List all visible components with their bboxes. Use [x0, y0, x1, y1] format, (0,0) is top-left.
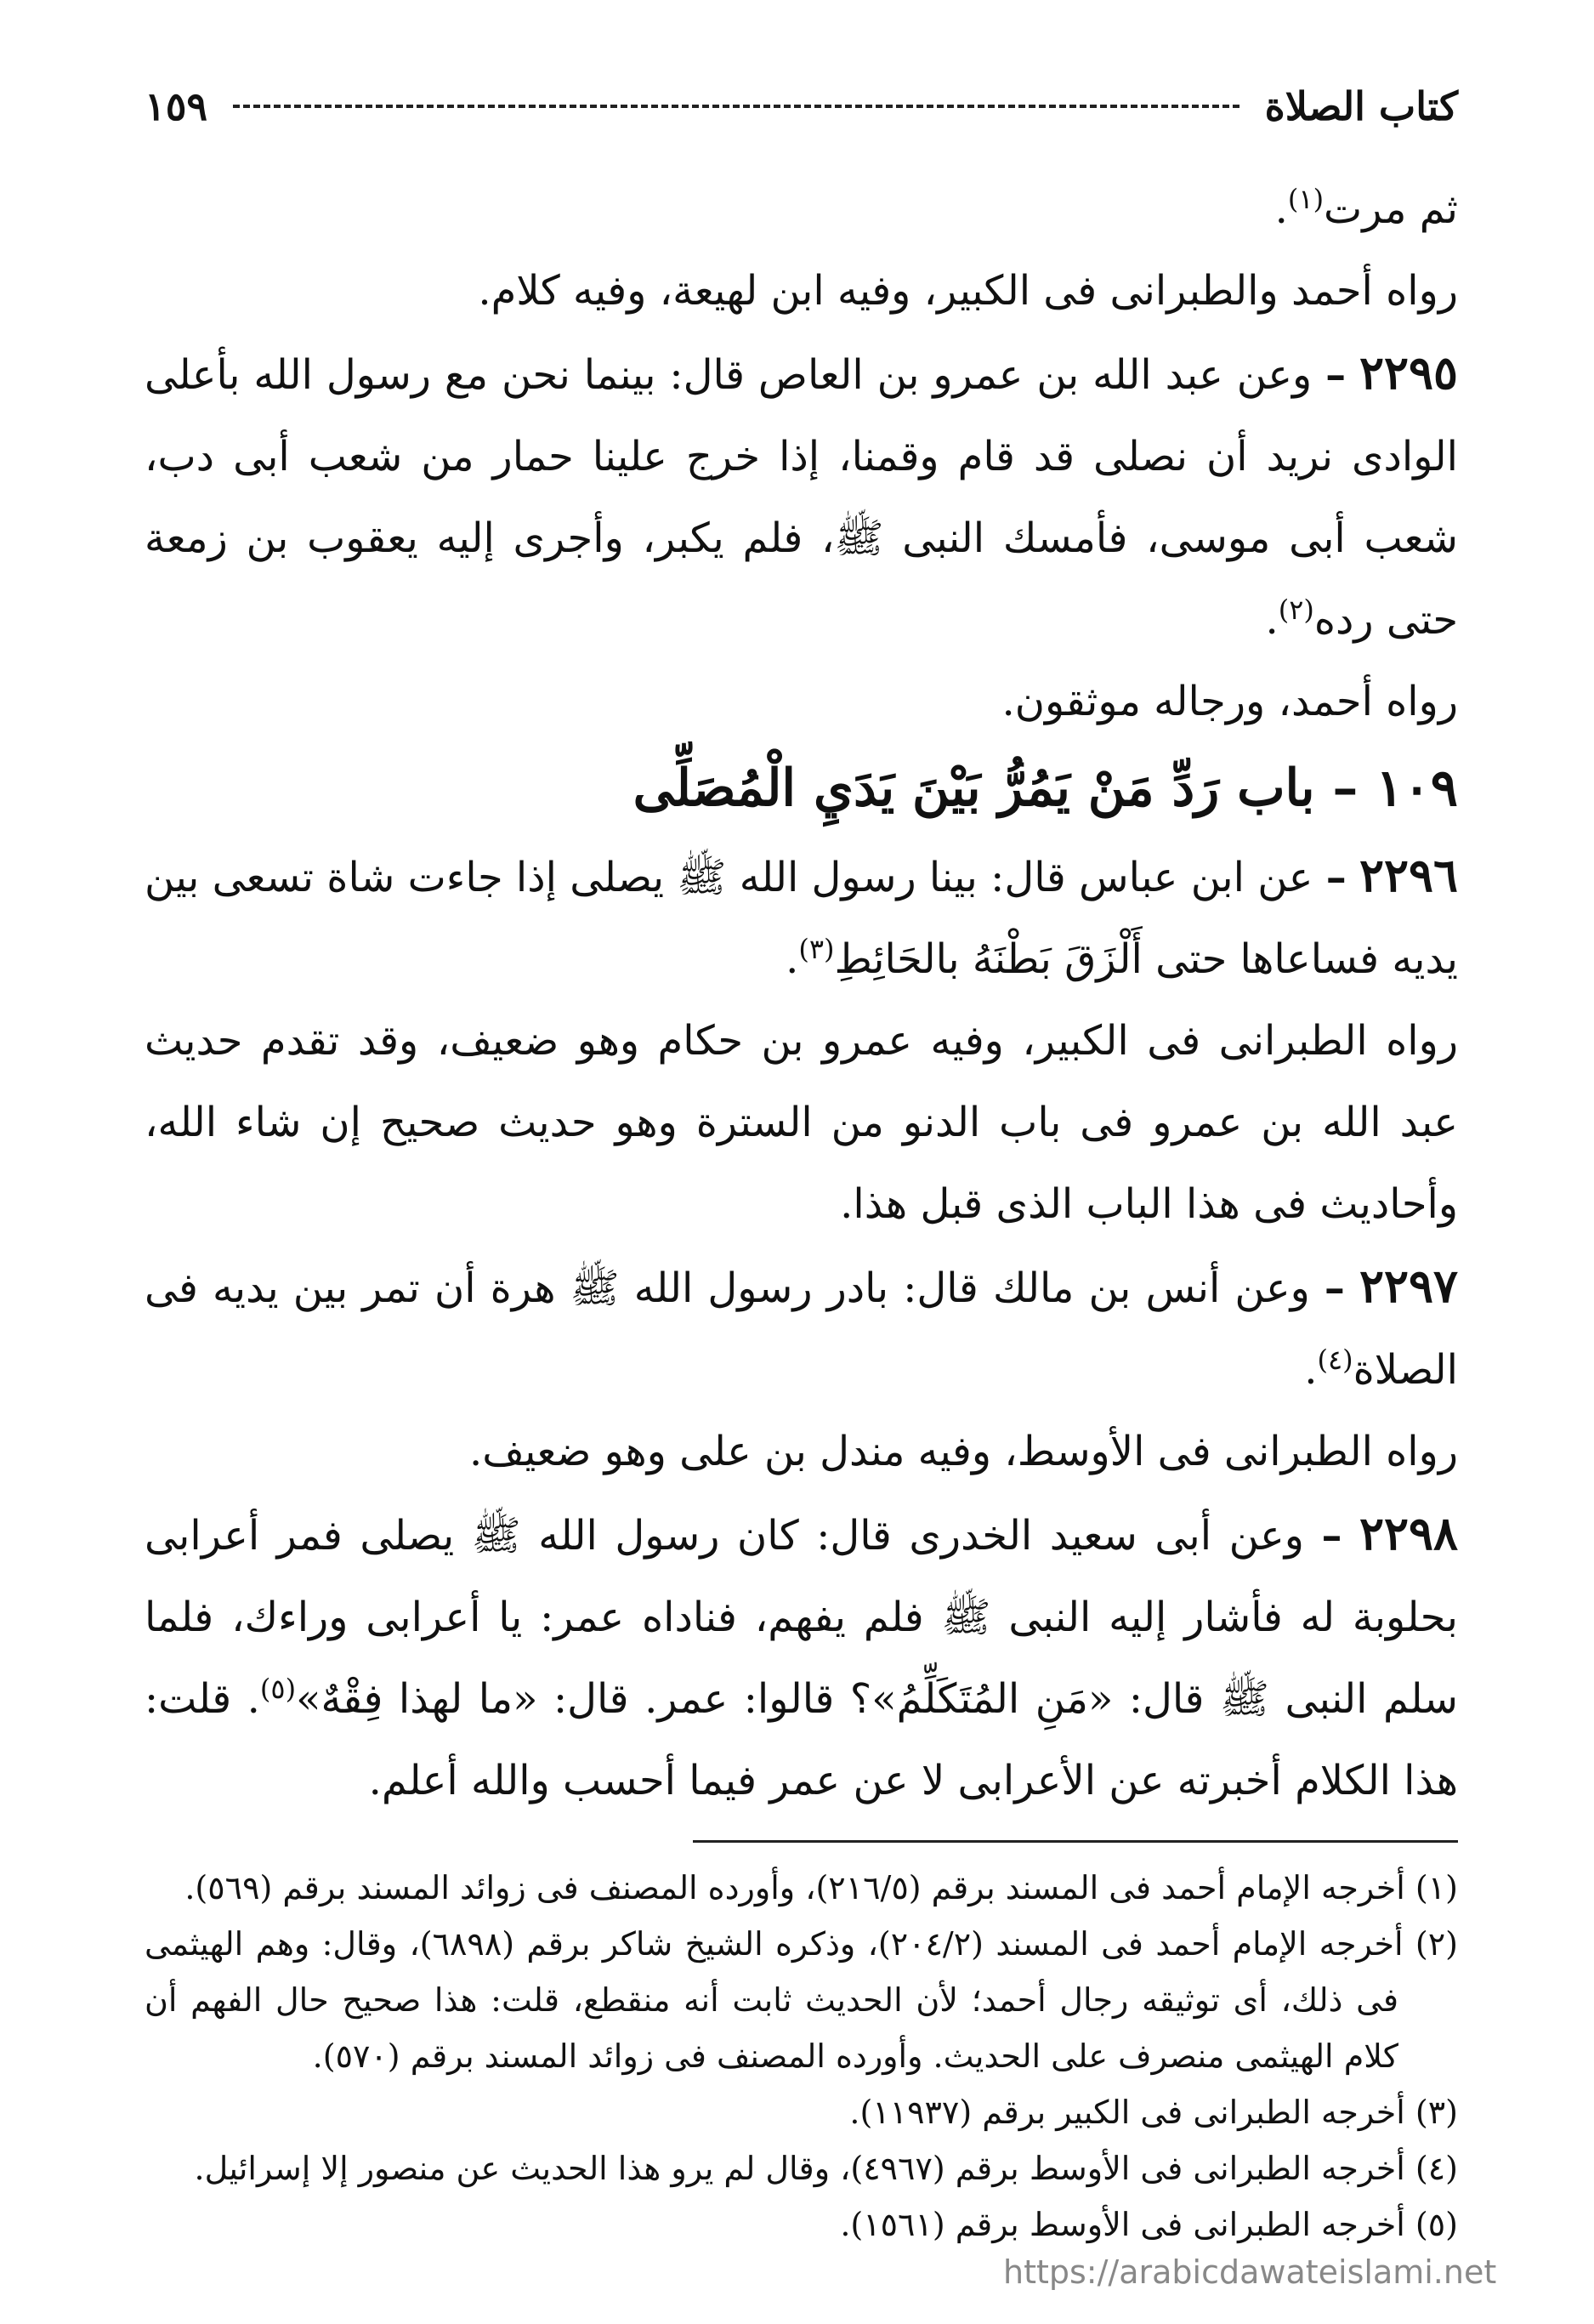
hadith-number: ٢٢٩٧	[1359, 1259, 1458, 1313]
page-number: ١٥٩	[145, 83, 208, 129]
book-title: كتاب الصلاة	[1264, 83, 1458, 129]
hadith-2295: ٢٢٩٥ – وعن عبد الله بن عمرو بن العاص قال: بينما نحن مع رسول الله بأعلى الوادى نريد أن نصلى قد قام وقمنا، إذا خرج علينا حمار من شعب أبى دب، شعب أبى موسى، فأمسك النبى ﷺ، فلم يكبر، وأجرى إليه يعقوب بن زمعة حتى رده$^{(٢)}$.	[145, 345, 1458, 644]
footnote-ref-3[interactable]: (٣)	[798, 933, 835, 965]
hadith-2298: ٢٢٩٨ – وعن أبى سعيد الخدرى قال: كان رسول الله ﷺ يصلى فمر أعرابى بحلوبة له فأشار إليه النبى ﷺ فلم يفهم، فناداه عمر: يا أعرابى وراءك، فلما سلم النبى ﷺ قال: «مَنِ المُتَكَلِّمُ»؟ قالوا: عمر. قال: «ما لهذا فِقْهٌ»$^{(٥)}$. قلت: هذا الكلام أخبرته عن الأعرابى لا عن عمر فيما أحسب والله أعلم.	[145, 1506, 1459, 1804]
footnote-3: (٣) أخرجه الطبرانى فى الكبير برقم (١١٩٣٧).	[849, 2094, 1458, 2131]
footnote-ref-5[interactable]: (٥)	[259, 1673, 297, 1705]
hadith-2297: ٢٢٩٧ – وعن أنس بن مالك قال: بادر رسول الله ﷺ هرة أن تمر بين يديه فى الصلاة$^{(٤)}$.	[145, 1259, 1458, 1394]
book-page	[145, 68, 1458, 2324]
header-dashed-rule	[233, 105, 1239, 108]
paragraph-2: رواه أحمد والطبرانى فى الكبير، وفيه ابن لهيعة، وفيه كلام.	[478, 267, 1458, 315]
footnote-1: (١) أخرجه الإمام أحمد فى المسند برقم (٢١٦/٥)، وأورده المصنف فى زوائد المسند برقم (٥٦٩).	[184, 1869, 1458, 1906]
watermark-url: https://arabicdawateislami.net	[1003, 2253, 1497, 2291]
paragraph-4: رواه أحمد، ورجاله موثقون.	[1001, 678, 1458, 725]
paragraph-8: رواه الطبرانى فى الأوسط، وفيه مندل بن على وهو ضعيف.	[469, 1428, 1458, 1475]
paragraph-1: ثم مرت$^{(١)}$.	[1274, 183, 1458, 233]
footnotes	[145, 1860, 1458, 2253]
footnote-separator	[693, 1840, 1458, 1843]
main-text	[145, 168, 1458, 1821]
footnote-5: (٥) أخرجه الطبرانى فى الأوسط برقم (١٥٦١).	[840, 2206, 1458, 2243]
paragraph-6: رواه الطبرانى فى الكبير، وفيه عمرو بن حكام وهو ضعيف، وقد تقدم حديث عبد الله بن عمرو فى باب الدنو من السترة وهو حديث صحيح إن شاء الله، وأحاديث فى هذا الباب الذى قبل هذا.	[145, 1017, 1458, 1228]
footnote-2: (٢) أخرجه الإمام أحمد فى المسند (٢٠٤/٢)، وذكره الشيخ شاكر برقم (٦٨٩٨)، وقال: وهم الهيثمى فى ذلك، أى توثيقه رجال أحمد؛ لأن الحديث ثابت أنه منقطع، قلت: هذا صحيح حال الفهم أن كلام الهيثمى منصرف على الحديث. وأورده المصنف فى زوائد المسند برقم (٥٧٠).	[145, 1925, 1458, 2075]
hadith-number: ٢٢٩٦	[1359, 848, 1458, 902]
footnote-ref-1[interactable]: (١)	[1287, 183, 1325, 215]
hadith-2296: ٢٢٩٦ – عن ابن عباس قال: بينا رسول الله ﷺ يصلى إذا جاءت شاة تسعى بين يديه فساعاها حتى أَلْزَقَ بَطْنَهُ بالحَائِطِ$^{(٣)}$.	[145, 848, 1458, 983]
chapter-heading: ١٠٩ – باب رَدِّ مَنْ يَمُرُّ بَيْنَ يَدَيِ الْمُصَلِّى	[632, 759, 1458, 818]
footnote-ref-4[interactable]: (٤)	[1317, 1344, 1353, 1376]
footnote-ref-2[interactable]: (٢)	[1278, 594, 1314, 626]
hadith-number: ٢٢٩٨	[1359, 1506, 1459, 1560]
hadith-number: ٢٢٩٥	[1359, 345, 1458, 400]
footnote-4: (٤) أخرجه الطبرانى فى الأوسط برقم (٤٩٦٧)، وقال لم يرو هذا الحديث عن منصور إلا إسرائيل.	[194, 2150, 1458, 2187]
running-header	[145, 68, 1458, 145]
